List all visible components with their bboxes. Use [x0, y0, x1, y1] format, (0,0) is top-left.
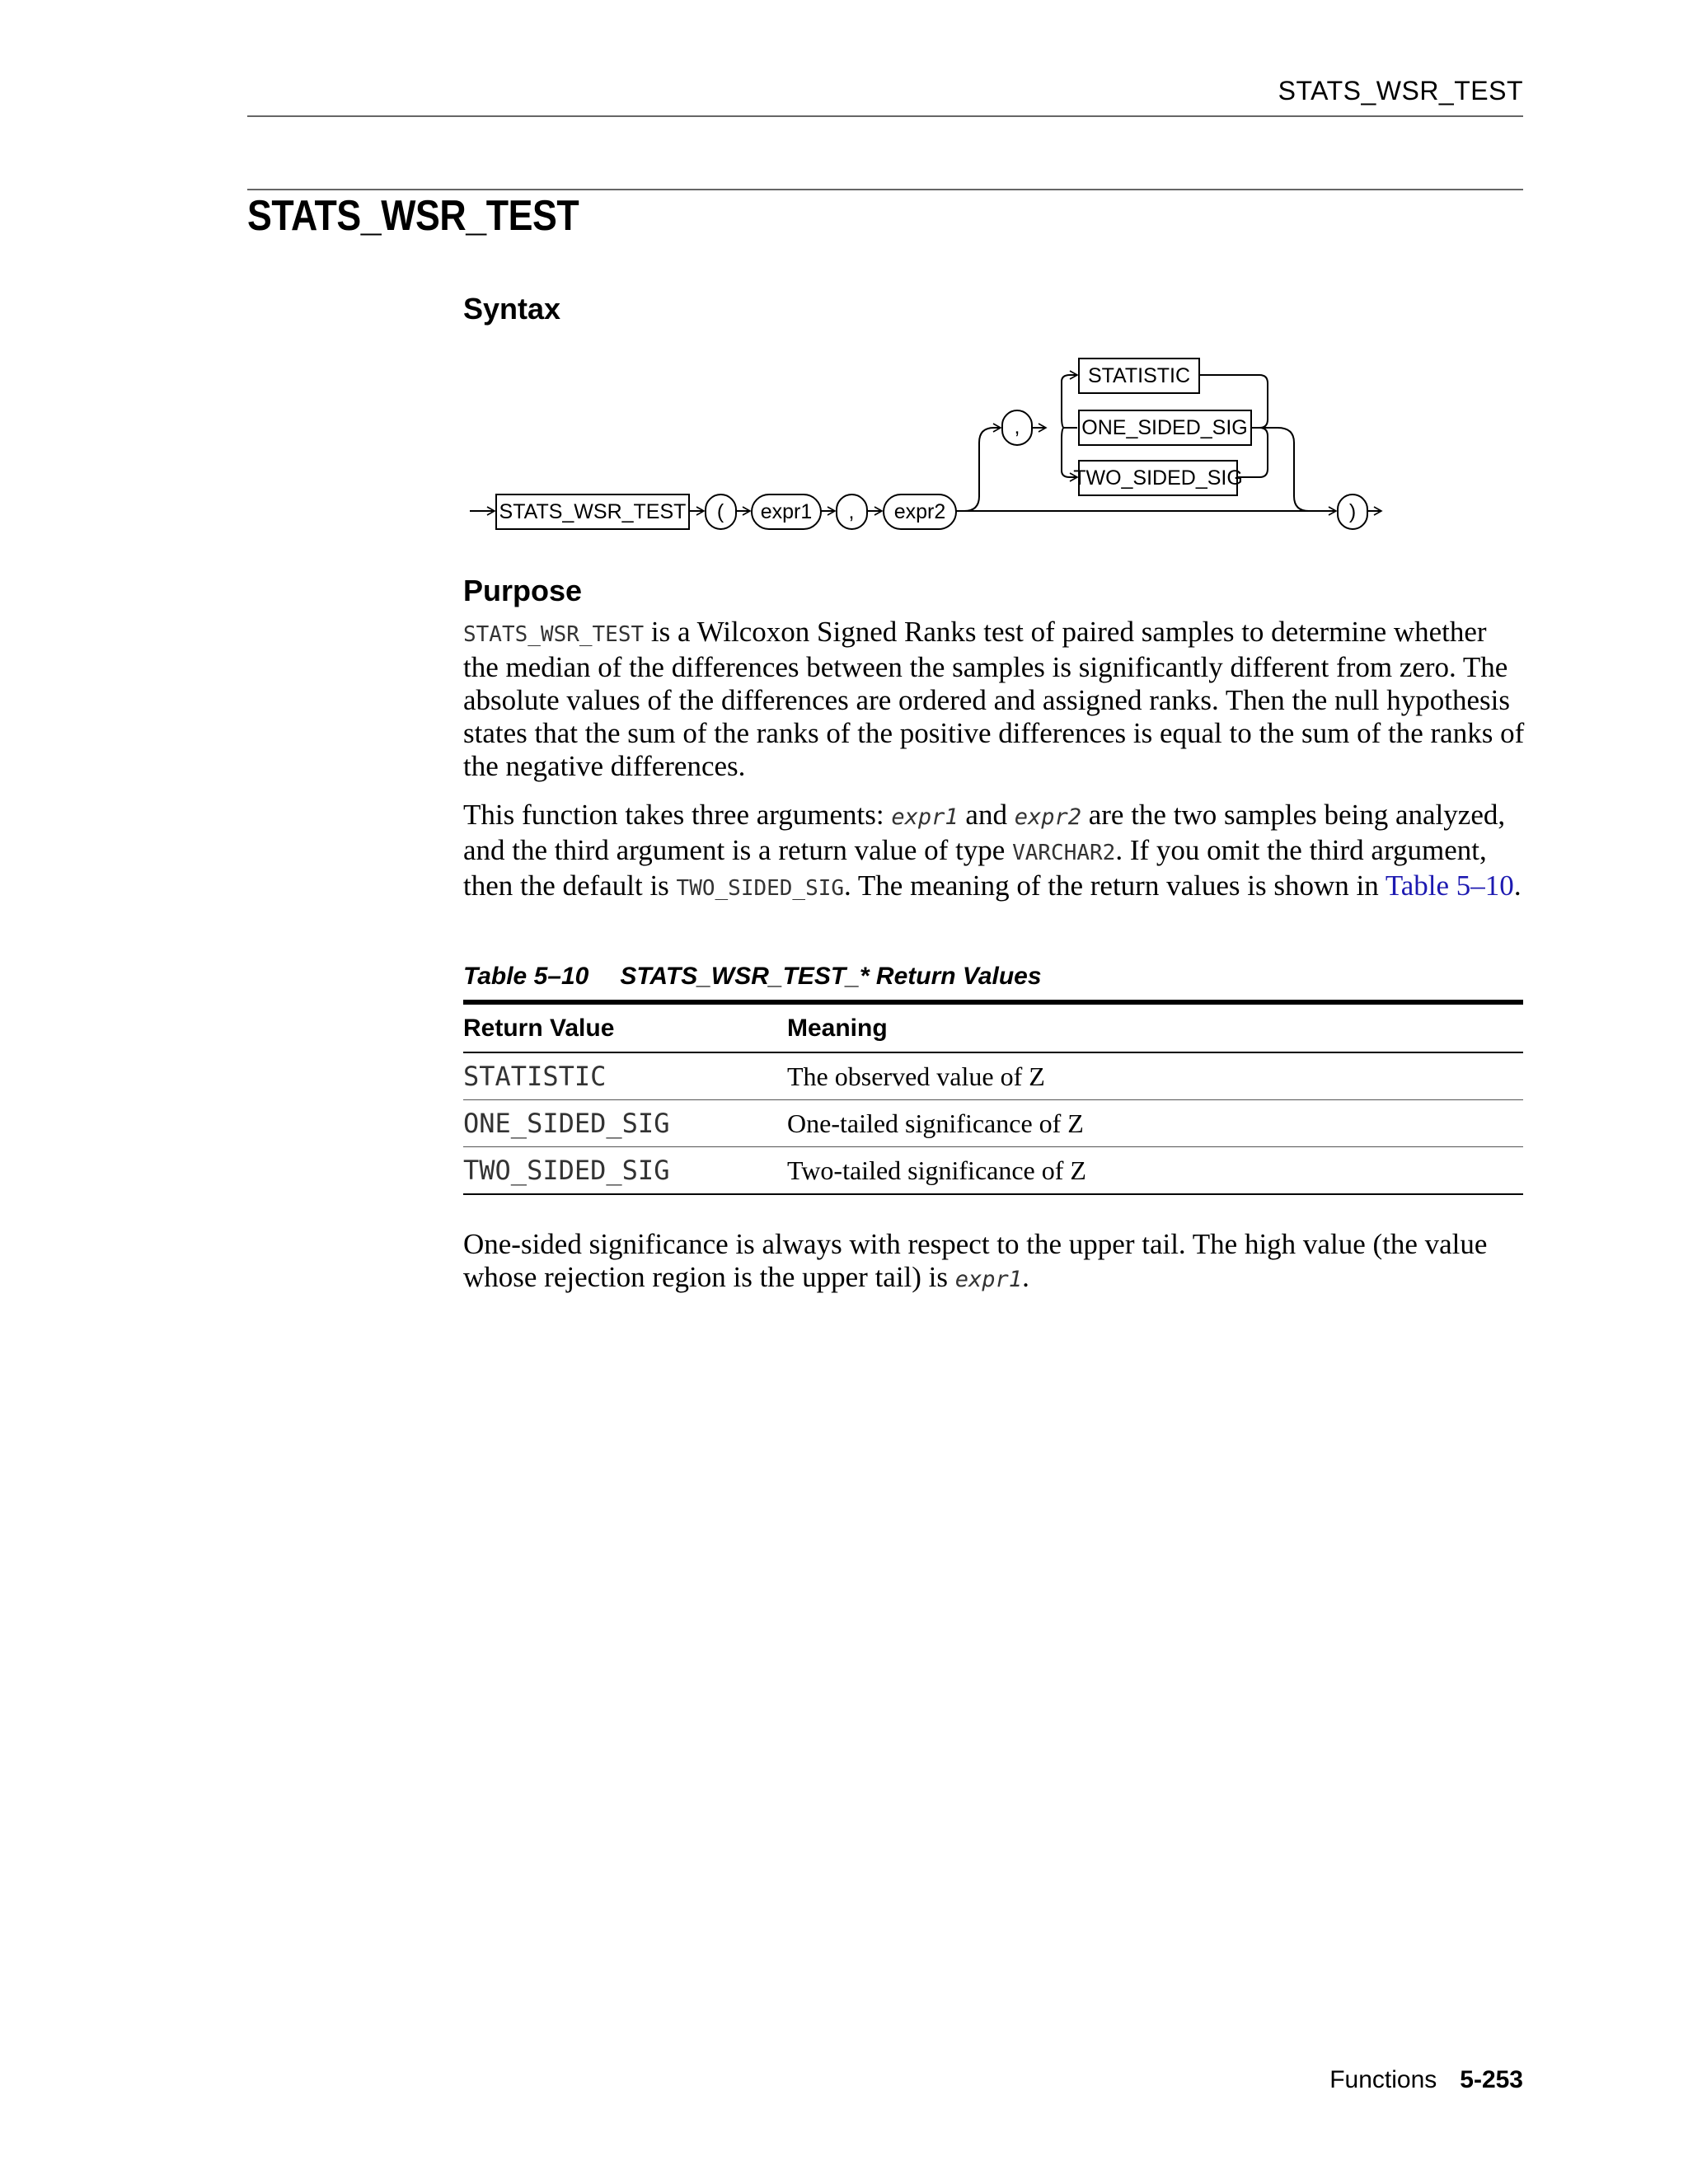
svg-text:ONE_SIDED_SIG: ONE_SIDED_SIG	[1081, 416, 1248, 439]
closing-paragraph: One-sided significance is always with respect to the upper tail. The high value (the value whose rejection region is the upper tail) is expr1.	[463, 1228, 1488, 1293]
return-value-cell: STATISTIC	[463, 1052, 787, 1100]
purpose-heading: Purpose	[463, 574, 583, 607]
svg-text:(: (	[716, 500, 724, 523]
meaning-cell: One-tailed significance of Z	[787, 1100, 1523, 1147]
table-header-row	[463, 1002, 1523, 1052]
inline-code: TWO_SIDED_SIG	[676, 876, 845, 901]
syntax-diagram	[462, 350, 1401, 540]
table-caption: Table 5–10 STATS_WSR_TEST_* Return Values	[463, 963, 1042, 990]
page-title: STATS_WSR_TEST	[247, 192, 579, 240]
column-header: Meaning	[787, 1002, 1523, 1052]
syntax-heading: Syntax	[463, 292, 561, 326]
purpose-paragraph-2: This function takes three arguments: expr1 and expr2 are the two samples being analyzed, and the third argument is a return value of type VARCHAR2. If you omit the third argument, then the default is TWO_SIDED_SIG. The meaning of the return values is shown in Table 5–10.	[463, 799, 1522, 902]
table-link[interactable]: Table 5–10	[1385, 869, 1514, 902]
svg-text:STATISTIC: STATISTIC	[1087, 364, 1191, 387]
svg-text:TWO_SIDED_SIG: TWO_SIDED_SIG	[1073, 466, 1243, 490]
title-rule	[247, 189, 1523, 190]
table-row	[463, 1052, 1523, 1100]
arg-expr1: expr1	[954, 1267, 1023, 1292]
footer-section: Functions	[1329, 2066, 1437, 2093]
header-rule	[247, 115, 1523, 117]
return-value-cell: TWO_SIDED_SIG	[463, 1147, 787, 1195]
svg-text:expr2: expr2	[893, 500, 946, 523]
table-row	[463, 1147, 1523, 1195]
purpose-paragraph-1: STATS_WSR_TEST is a Wilcoxon Signed Ranks test of paired samples to determine whether the median of the differences between the samples is significantly different from zero. The absolute values of the differences are ordered and assigned ranks. Then the null hypothesis states that the sum of the ranks of the positive differences is equal to the sum of the ranks of the negative differences.	[463, 616, 1525, 782]
table-row	[463, 1100, 1523, 1147]
page-number: 5-253	[1460, 2066, 1523, 2093]
svg-text:STATS_WSR_TEST: STATS_WSR_TEST	[499, 500, 687, 523]
svg-text:): )	[1348, 500, 1357, 523]
svg-text:expr1: expr1	[760, 500, 813, 523]
running-header: STATS_WSR_TEST	[1278, 76, 1523, 105]
arg-expr1: expr1	[891, 804, 959, 830]
return-value-cell: ONE_SIDED_SIG	[463, 1100, 787, 1147]
meaning-cell: Two-tailed significance of Z	[787, 1147, 1523, 1195]
column-header: Return Value	[463, 1002, 787, 1052]
return-values-table	[463, 1000, 1523, 1195]
page-footer	[1154, 2066, 1523, 2094]
inline-code: VARCHAR2	[1012, 841, 1116, 865]
svg-text:,: ,	[848, 500, 855, 523]
svg-text:,: ,	[1014, 415, 1020, 438]
arg-expr2: expr2	[1014, 804, 1081, 830]
meaning-cell: The observed value of Z	[787, 1052, 1523, 1100]
inline-code: STATS_WSR_TEST	[463, 622, 645, 647]
